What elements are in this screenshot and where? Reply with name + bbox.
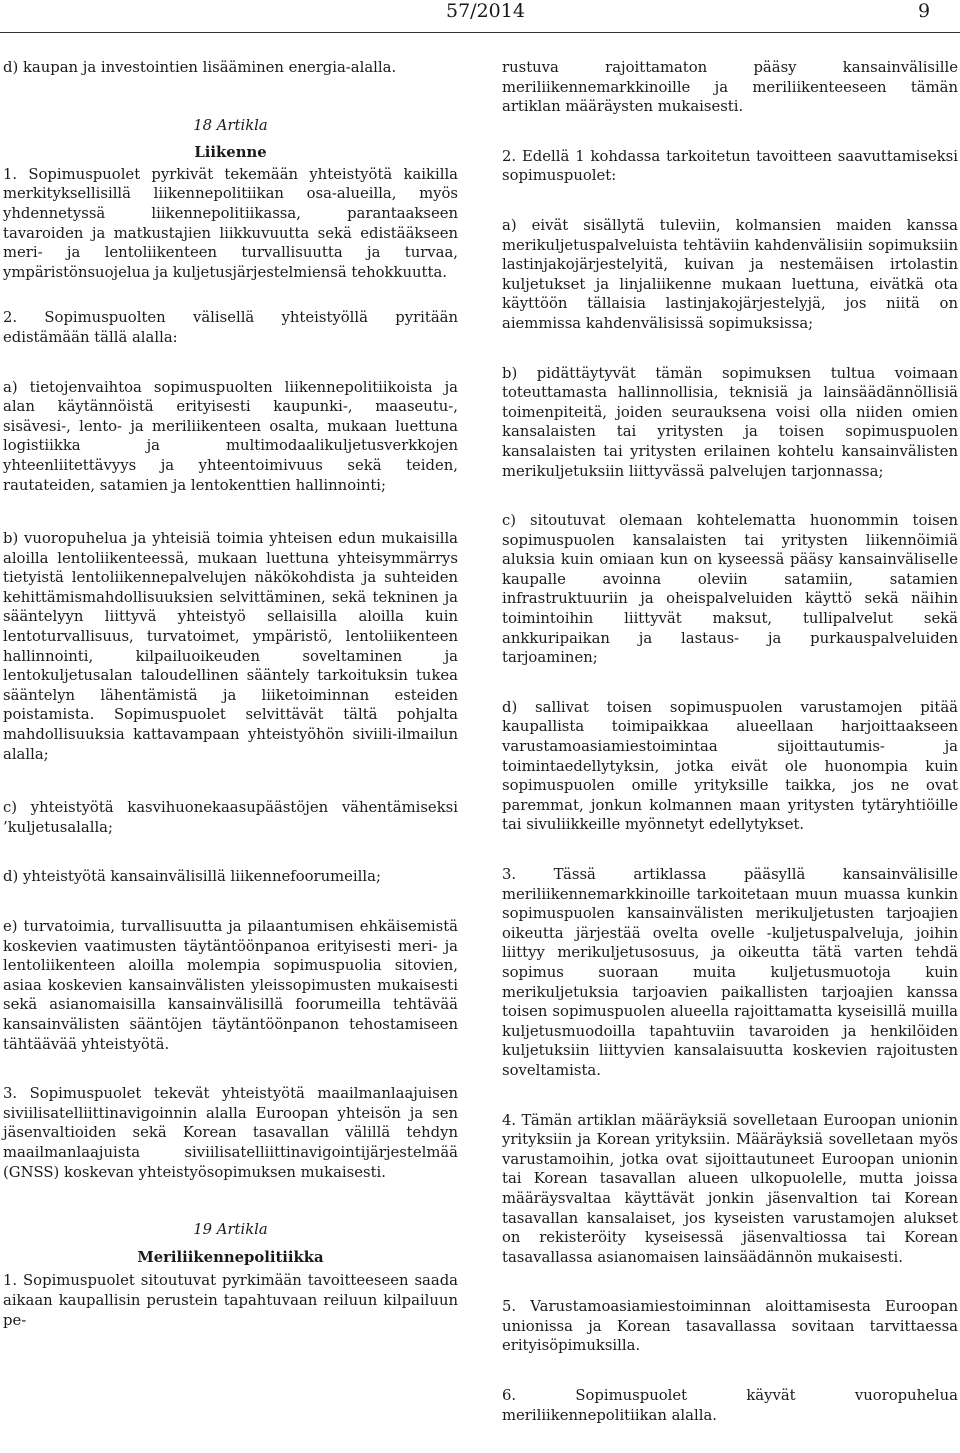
list-item: d) sallivat toisen sopimuspuolen varustamojen pitää kaupallista toimipaikkaa alueellaan harjoittaakseen varustamoasiamiestoimintaa sijoittautumis- ja toimintaedellytyksin, jotka eivät ole huonompia kuin sopimuspuolen omille yrityksille taikka, jos ne ovat paremmat, jonkun kolmannen maan yritysten tytäryhtiöille tai sivuliikkeille myönnetyt edellytykset.: [502, 698, 958, 834]
list-item: a) tietojenvaihtoa sopimuspuolten liikennepolitiikoista ja alan käytännöistä erityisesti kaupunki-, maaseutu-, sisävesi-, lento- ja meriliikenteen osalta, mukaan luettuna logistiikka ja multimodaalikuljetusverkkojen yhteenliitettävyys ja yhteentoimivuus sekä teiden, rautateiden, satamien ja lentokenttien hallinnointi;: [3, 378, 458, 494]
article-title: Meriliikennepolitiikka: [137, 1248, 324, 1266]
right-column: [502, 58, 958, 1453]
article-title: Liikenne: [194, 144, 267, 162]
paragraph: rustuva rajoittamaton pääsy kansainvälisille meriliikennemarkkinoille ja meriliikenteeseen tämän artiklan määräysten mukaisesti.: [502, 59, 958, 116]
header-rule: [0, 32, 960, 33]
paragraph: 3. Tässä artiklassa pääsyllä kansainvälisille meriliikennemarkkinoille tarkoitetaan muun muassa kunkin sopimuspuolen kansainvälisten merikuljetusten tarjoajien oikeutta järjestää ovelta ovelle -kuljetuspalveluja, joihin liittyy merikuljetusosuus, ja oikeutta tätä varten tehdä sopimus suoraan muita kuljetusmuotoja kuin merikuljetuksia tarjoavien paikallisten tarjoajien kanssa toisen sopimuspuolen alueella rajoittamatta kyseisillä muilla kuljetusmuodoilla tapahtuviin tavaroiden ja henkilöiden kuljetuksiin liittyvien kansalaisuutta koskevien rajoitusten soveltamista.: [502, 866, 958, 1079]
left-column: [3, 58, 458, 1358]
list-item: b) pidättäytyvät tämän sopimuksen tultua voimaan toteuttamasta hallinnollisia, teknisiä ja lainsäädännöllisiä toimenpiteitä, joiden seurauksena voisi olla niiden omien kansalaisten tai yritysten ja toisen sopimuspuolen kansalaisten tai yritysten erilainen kohtelu kansainvälisten merikuljetuksiin liittyvässä palvelujen tarjonnassa;: [502, 364, 958, 480]
article-number: 19 Artikla: [193, 1221, 268, 1239]
page-number: 9: [918, 0, 931, 22]
paragraph: 5. Varustamoasiamiestoiminnan aloittamisesta Euroopan unionissa ja Korean tasavallassa sovitaan tarvittaessa erityisöpimuksilla.: [502, 1298, 958, 1355]
paragraph: 2. Sopimuspuolten välisellä yhteistyöllä pyritään edistämään tällä alalla:: [3, 309, 458, 346]
article-number: 18 Artikla: [193, 116, 268, 134]
issue-number: 57/2014: [446, 0, 525, 22]
paragraph: d) kaupan ja investointien lisääminen energia-alalla.: [3, 59, 397, 76]
paragraph: 6. Sopimuspuolet käyvät vuoropuhelua meriliikennepolitiikan alalla.: [502, 1387, 958, 1424]
list-item: e) turvatoimia, turvallisuutta ja pilaantumisen ehkäisemistä koskevien vaatimusten täytäntöönpanoa erityisesti meri- ja lentoliikenteen aloilla molempia sopimuspuolia sitovien, asiaa koskevien kansainvälisten yleissopimusten mukaisesti sekä asianomaisilla kansainvälisillä foorumeilla tehtävää kansainvälisten sääntöjen täytäntöönpanon tehostamiseen tähtäävää yhteistyötä.: [3, 918, 458, 1053]
list-item: d) yhteistyötä kansainvälisillä liikennefoorumeilla;: [3, 868, 381, 886]
page-header: [0, 0, 960, 30]
paragraph: 3. Sopimuspuolet tekevät yhteistyötä maailmanlaajuisen siviilisatelliittinavigoinnin alalla Euroopan yhteisön ja sen jäsenvaltioiden sekä Korean tasavallan välillä tehdyn maailmanlaajuista siviilisatelliittinavigointijärjestelmää (GNSS) koskevan yhteistyösopimuksen mukaisesti.: [3, 1085, 458, 1181]
list-item: b) vuoropuhelua ja yhteisiä toimia yhteisen edun mukaisilla aloilla lentoliikenteessä, mukaan luettuna yhteisymmärrys tietyistä lentoliikennepalvelujen näkökohdista ja suhteiden kehittämismahdollisuuksien selvittäminen, sekä tekninen ja sääntelyyn liittyvä yhteistyö sellaisilla aloilla kuin lentoturvallisuus, turvatoimet, ympäristö, lentoliikenteen hallinnointi, kilpailuoikeuden soveltaminen ja lentokuljetusalan taloudellinen sääntely tarkoituksin tukea sääntelyn lähentämistä ja liiketoiminnan esteiden poistamista. Sopimuspuolet selvittävät tältä pohjalta mahdollisuuksia kattavampaan yhteistyöhön siviili-ilmailun alalla;: [3, 530, 458, 763]
paragraph: 4. Tämän artiklan määräyksiä sovelletaan Euroopan unionin yrityksiin ja Korean yrityksiin. Määräyksiä sovelletaan myös varustamoihin, jotka ovat sijoittautuneet Euroopan unionin tai Korean tasavallan alueen ulkopuolelle, mutta joissa määräysvaltaa käyttävät jonkin jäsenvaltion tai Korean tasavallan kansalaiset, jos kyseisten varustamojen alukset on rekisteröity kyseisessä jäsenvaltiossa tai Korean tasavallassa asianomaisen lainsäädännön mukaisesti.: [502, 1111, 958, 1266]
paragraph: 1. Sopimuspuolet sitoutuvat pyrkimään tavoitteeseen saada aikaan kaupallisin perustein tapahtuvaan reiluun kilpailuun pe-: [3, 1272, 458, 1329]
list-item: a) eivät sisällytä tuleviin, kolmansien maiden kanssa merikuljetuspalveluista tehtäviin kahdenvälisiin sopimuksiin lastinjakojärjestelyitä, kuivan ja nestemäisen irtolastin kuljetukset ja linjaliikenne mukaan luettuna, eivätkä ota käyttöön tällaisia lastinjakojärjestelyjä, jos niitä on aiemmissa kahdenvälisissä sopimuksissa;: [502, 216, 958, 332]
paragraph: 2. Edellä 1 kohdassa tarkoitetun tavoitteen saavuttamiseksi sopimuspuolet:: [502, 147, 958, 185]
list-item: c) sitoutuvat olemaan kohtelematta huonommin toisen sopimuspuolen kansalaisten tai yritysten liikennöimiä aluksia kuin omiaan kun on kyseessä pääsy kansainväliselle kaupalle avoinna oleviin satamiin, satamien infrastruktuuriin ja oheispalveluiden käyttö sekä näihin toimintoihin liittyvät maksut, tullipalvelut sekä ankkuripaikan ja lastaus- ja purkauspalveluiden tarjoaminen;: [502, 512, 958, 667]
paragraph: 1. Sopimuspuolet pyrkivät tekemään yhteistyötä kaikilla merkityksellisillä liikennepolitiikan osa-alueilla, myös yhdennetyssä liikennepolitiikassa, parantaakseen tavaroiden ja matkustajien liikkuvuutta sekä edistääkseen meri- ja lentoliikenteen turvallisuutta ja turvaa, ympäristönsuojelua ja kuljetusjärjestelmiensä tehokkuutta.: [3, 165, 458, 281]
list-item: c) yhteistyötä kasvihuonekaasupäästöjen vähentämiseksi ’kuljetusalalla;: [3, 799, 458, 836]
